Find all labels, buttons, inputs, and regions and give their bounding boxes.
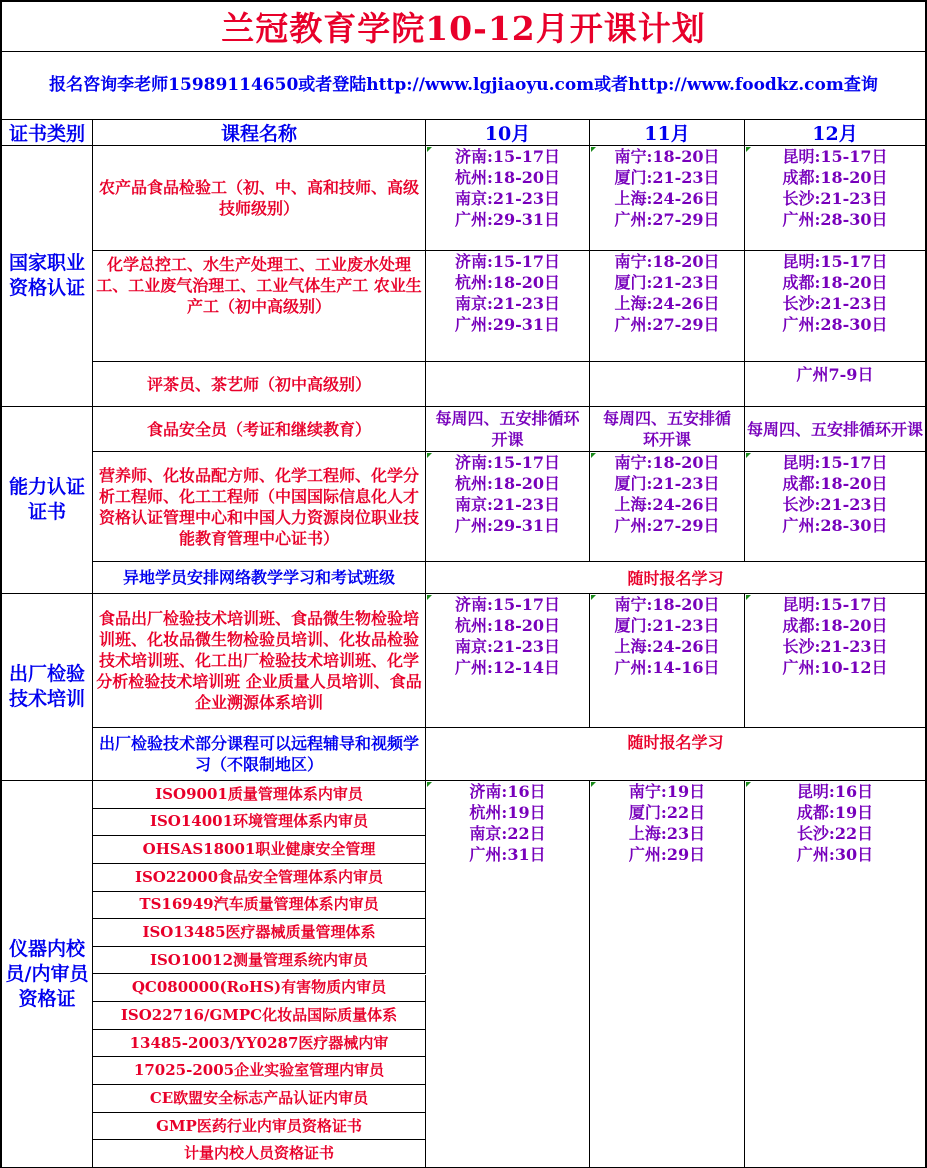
header-november: 11月 bbox=[590, 120, 745, 146]
schedule-entry: 厦门:21-23日 bbox=[614, 616, 720, 635]
comment-marker bbox=[746, 453, 751, 458]
schedule-entry: 成都:18-20日 bbox=[782, 474, 888, 493]
schedule-entry: 南宁:18-20日 bbox=[614, 252, 720, 271]
schedule-entry: 昆明:15-17日 bbox=[782, 147, 888, 166]
schedule-entry: 广州:29-31日 bbox=[454, 210, 561, 229]
category-national: 国家职业资格认证 bbox=[0, 146, 93, 407]
schedule-entry: 南京:21-23日 bbox=[454, 495, 561, 514]
header-october: 10月 bbox=[426, 120, 590, 146]
schedule-oct-c4: 每周四、五安排循环开课 bbox=[426, 407, 590, 452]
schedule-entry: 广州:27-29日 bbox=[614, 516, 720, 535]
schedule-entry: 南京:21-23日 bbox=[454, 637, 561, 656]
header-course: 课程名称 bbox=[93, 120, 426, 146]
schedule-entry: 广州:31日 bbox=[469, 845, 546, 864]
course-agri-food-inspector: 农产品食品检验工（初、中、高和技师、高级技师级别） bbox=[93, 146, 426, 251]
schedule-entry: 广州:10-12日 bbox=[782, 658, 888, 677]
schedule-oct-c5 bbox=[426, 452, 590, 562]
schedule-entry: 济南:16日 bbox=[469, 782, 546, 801]
comment-marker bbox=[427, 782, 432, 787]
schedule-oct-c2 bbox=[426, 251, 590, 362]
schedule-entry: 杭州:19日 bbox=[469, 803, 546, 822]
schedule-dec-c2 bbox=[745, 251, 927, 362]
audit-course-item: 计量内校人员资格证书 bbox=[93, 1140, 426, 1168]
schedule-entry: 广州:27-29日 bbox=[614, 315, 720, 334]
schedule-entry: 广州:27-29日 bbox=[614, 210, 720, 229]
category-factory: 出厂检验技术培训 bbox=[0, 594, 93, 781]
comment-marker bbox=[746, 147, 751, 152]
schedule-entry: 长沙:21-23日 bbox=[782, 495, 888, 514]
schedule-entry: 厦门:21-23日 bbox=[614, 474, 720, 493]
audit-course-item: OHSAS18001职业健康安全管理 bbox=[93, 836, 426, 864]
comment-marker bbox=[427, 595, 432, 600]
schedule-entry: 广州:29日 bbox=[628, 845, 706, 864]
audit-course-item: CE欧盟安全标志产品认证内审员 bbox=[93, 1085, 426, 1113]
schedule-entry: 昆明:15-17日 bbox=[782, 252, 888, 271]
audit-course-item: ISO14001环境管理体系内审员 bbox=[93, 809, 426, 837]
course-remote-factory: 出厂检验技术部分课程可以远程辅导和视频学习（不限制地区） bbox=[93, 728, 426, 781]
audit-course-item: ISO22716/GMPC化妆品国际质量体系 bbox=[93, 1002, 426, 1030]
schedule-dec-audit bbox=[745, 781, 927, 1168]
schedule-dec-c4: 每周四、五安排循环开课 bbox=[745, 407, 927, 452]
audit-course-item: ISO13485医疗器械质量管理体系 bbox=[93, 919, 426, 947]
contact-info: 报名咨询李老师15989114650或者登陆http://www.lgjiaoyu.com或者http://www.foodkz.com查询 bbox=[0, 52, 927, 120]
schedule-entry: 南宁:18-20日 bbox=[614, 453, 720, 472]
schedule-entry: 厦门:22日 bbox=[628, 803, 706, 822]
category-ability: 能力认证证书 bbox=[0, 407, 93, 594]
comment-marker bbox=[591, 453, 596, 458]
schedule-entry: 上海:24-26日 bbox=[614, 637, 720, 656]
schedule-oct-c7 bbox=[426, 594, 590, 728]
audit-course-list bbox=[93, 781, 426, 1168]
schedule-entry: 南京:21-23日 bbox=[454, 189, 561, 208]
schedule-entry: 厦门:21-23日 bbox=[614, 273, 720, 292]
category-auditor: 仪器内校员/内审员资格证 bbox=[0, 781, 93, 1168]
schedule-entry: 南京:22日 bbox=[469, 824, 546, 843]
schedule-entry: 成都:18-20日 bbox=[782, 273, 888, 292]
comment-marker bbox=[591, 782, 596, 787]
schedule-entry: 昆明:15-17日 bbox=[782, 595, 888, 614]
schedule-entry: 长沙:22日 bbox=[796, 824, 874, 843]
schedule-entry: 成都:18-20日 bbox=[782, 168, 888, 187]
schedule-entry: 南宁:18-20日 bbox=[614, 595, 720, 614]
course-chemical-workers: 化学总控工、水生产处理工、工业废水处理工、工业废气治理工、工业气体生产工 农业生产工（初中高级别） bbox=[93, 251, 426, 362]
schedule-entry: 昆明:15-17日 bbox=[782, 453, 888, 472]
schedule-entry: 厦门:21-23日 bbox=[614, 168, 720, 187]
audit-course-item: ISO22000食品安全管理体系内审员 bbox=[93, 864, 426, 892]
comment-marker bbox=[427, 453, 432, 458]
schedule-entry: 长沙:21-23日 bbox=[782, 294, 888, 313]
course-food-safety-officer: 食品安全员（考证和继续教育） bbox=[93, 407, 426, 452]
schedule-nov-audit bbox=[590, 781, 745, 1168]
schedule-dec-c1 bbox=[745, 146, 927, 251]
schedule-nov-c5 bbox=[590, 452, 745, 562]
audit-course-item: ISO9001质量管理体系内审员 bbox=[93, 781, 426, 809]
schedule-entry: 成都:18-20日 bbox=[782, 616, 888, 635]
audit-course-item: TS16949汽车质量管理体系内审员 bbox=[93, 892, 426, 920]
comment-marker bbox=[746, 782, 751, 787]
schedule-entry: 济南:15-17日 bbox=[454, 252, 561, 271]
audit-course-item: GMP医药行业内审员资格证书 bbox=[93, 1113, 426, 1141]
schedule-entry: 上海:23日 bbox=[628, 824, 706, 843]
schedule-entry: 昆明:16日 bbox=[796, 782, 874, 801]
schedule-entry: 济南:15-17日 bbox=[454, 147, 561, 166]
schedule-entry: 上海:24-26日 bbox=[614, 294, 720, 313]
schedule-dec-c5 bbox=[745, 452, 927, 562]
course-nutritionist-chemist: 营养师、化妆品配方师、化学工程师、化学分析工程师、化工工程师（中国国际信息化人才资格认证管理中心和中国人力资源岗位职业技能教育管理中心证书） bbox=[93, 452, 426, 562]
schedule-entry: 杭州:18-20日 bbox=[454, 273, 561, 292]
schedule-entry: 广州:29-31日 bbox=[454, 315, 561, 334]
audit-course-item: 13485-2003/YY0287医疗器械内审 bbox=[93, 1030, 426, 1058]
audit-course-item: QC080000(RoHS)有害物质内审员 bbox=[93, 975, 426, 1003]
schedule-entry: 杭州:18-20日 bbox=[454, 474, 561, 493]
comment-marker bbox=[591, 595, 596, 600]
comment-marker bbox=[746, 595, 751, 600]
schedule-dec-c3: 广州7-9日 bbox=[745, 362, 927, 407]
schedule-entry: 上海:24-26日 bbox=[614, 495, 720, 514]
audit-course-item: 17025-2005企业实验室管理内审员 bbox=[93, 1057, 426, 1085]
schedule-entry: 广州:28-30日 bbox=[782, 210, 888, 229]
schedule-entry: 广州:30日 bbox=[796, 845, 874, 864]
comment-marker bbox=[591, 147, 596, 152]
schedule-entry: 成都:19日 bbox=[796, 803, 874, 822]
course-remote-students: 异地学员安排网络教学学习和考试班级 bbox=[93, 562, 426, 594]
schedule-entry: 广州:29-31日 bbox=[454, 516, 561, 535]
page-title: 兰冠教育学院10-12月开课计划 bbox=[0, 0, 927, 52]
schedule-entry: 广州:28-30日 bbox=[782, 315, 888, 334]
schedule-entry: 杭州:18-20日 bbox=[454, 168, 561, 187]
header-category: 证书类别 bbox=[0, 120, 93, 146]
schedule-nov-c4: 每周四、五安排循环开课 bbox=[590, 407, 745, 452]
schedule-entry: 上海:24-26日 bbox=[614, 189, 720, 208]
schedule-entry: 南宁:18-20日 bbox=[614, 147, 720, 166]
schedule-entry: 南宁:19日 bbox=[628, 782, 706, 801]
schedule-nov-c2 bbox=[590, 251, 745, 362]
schedule-nov-c3 bbox=[590, 362, 745, 407]
course-factory-inspection: 食品出厂检验技术培训班、食品微生物检验培训班、化妆品微生物检验员培训、化妆品检验技术培训班、化工出厂检验技术培训班、化学分析检验技术培训班 企业质量人员培训、食品企业溯源体系培训 bbox=[93, 594, 426, 728]
audit-course-item: ISO10012测量管理系统内审员 bbox=[93, 947, 426, 975]
schedule-nov-c1 bbox=[590, 146, 745, 251]
comment-marker bbox=[427, 147, 432, 152]
course-tea-master: 评茶员、茶艺师（初中高级别） bbox=[93, 362, 426, 407]
schedule-entry: 长沙:21-23日 bbox=[782, 189, 888, 208]
schedule-entry: 广州:28-30日 bbox=[782, 516, 888, 535]
schedule-oct-audit bbox=[426, 781, 590, 1168]
schedule-entry: 南京:21-23日 bbox=[454, 294, 561, 313]
schedule-entry: 长沙:21-23日 bbox=[782, 637, 888, 656]
header-december: 12月 bbox=[745, 120, 927, 146]
schedule-dec-c7 bbox=[745, 594, 927, 728]
schedule-entry: 杭州:18-20日 bbox=[454, 616, 561, 635]
schedule-oct-c3 bbox=[426, 362, 590, 407]
schedule-oct-c1 bbox=[426, 146, 590, 251]
schedule-entry: 济南:15-17日 bbox=[454, 595, 561, 614]
schedule-anytime-c8: 随时报名学习 bbox=[426, 728, 927, 781]
schedule-entry: 广州:14-16日 bbox=[614, 658, 720, 677]
schedule-anytime-c6: 随时报名学习 bbox=[426, 562, 927, 594]
schedule-entry: 广州:12-14日 bbox=[454, 658, 561, 677]
schedule-entry: 济南:15-17日 bbox=[454, 453, 561, 472]
schedule-nov-c7 bbox=[590, 594, 745, 728]
